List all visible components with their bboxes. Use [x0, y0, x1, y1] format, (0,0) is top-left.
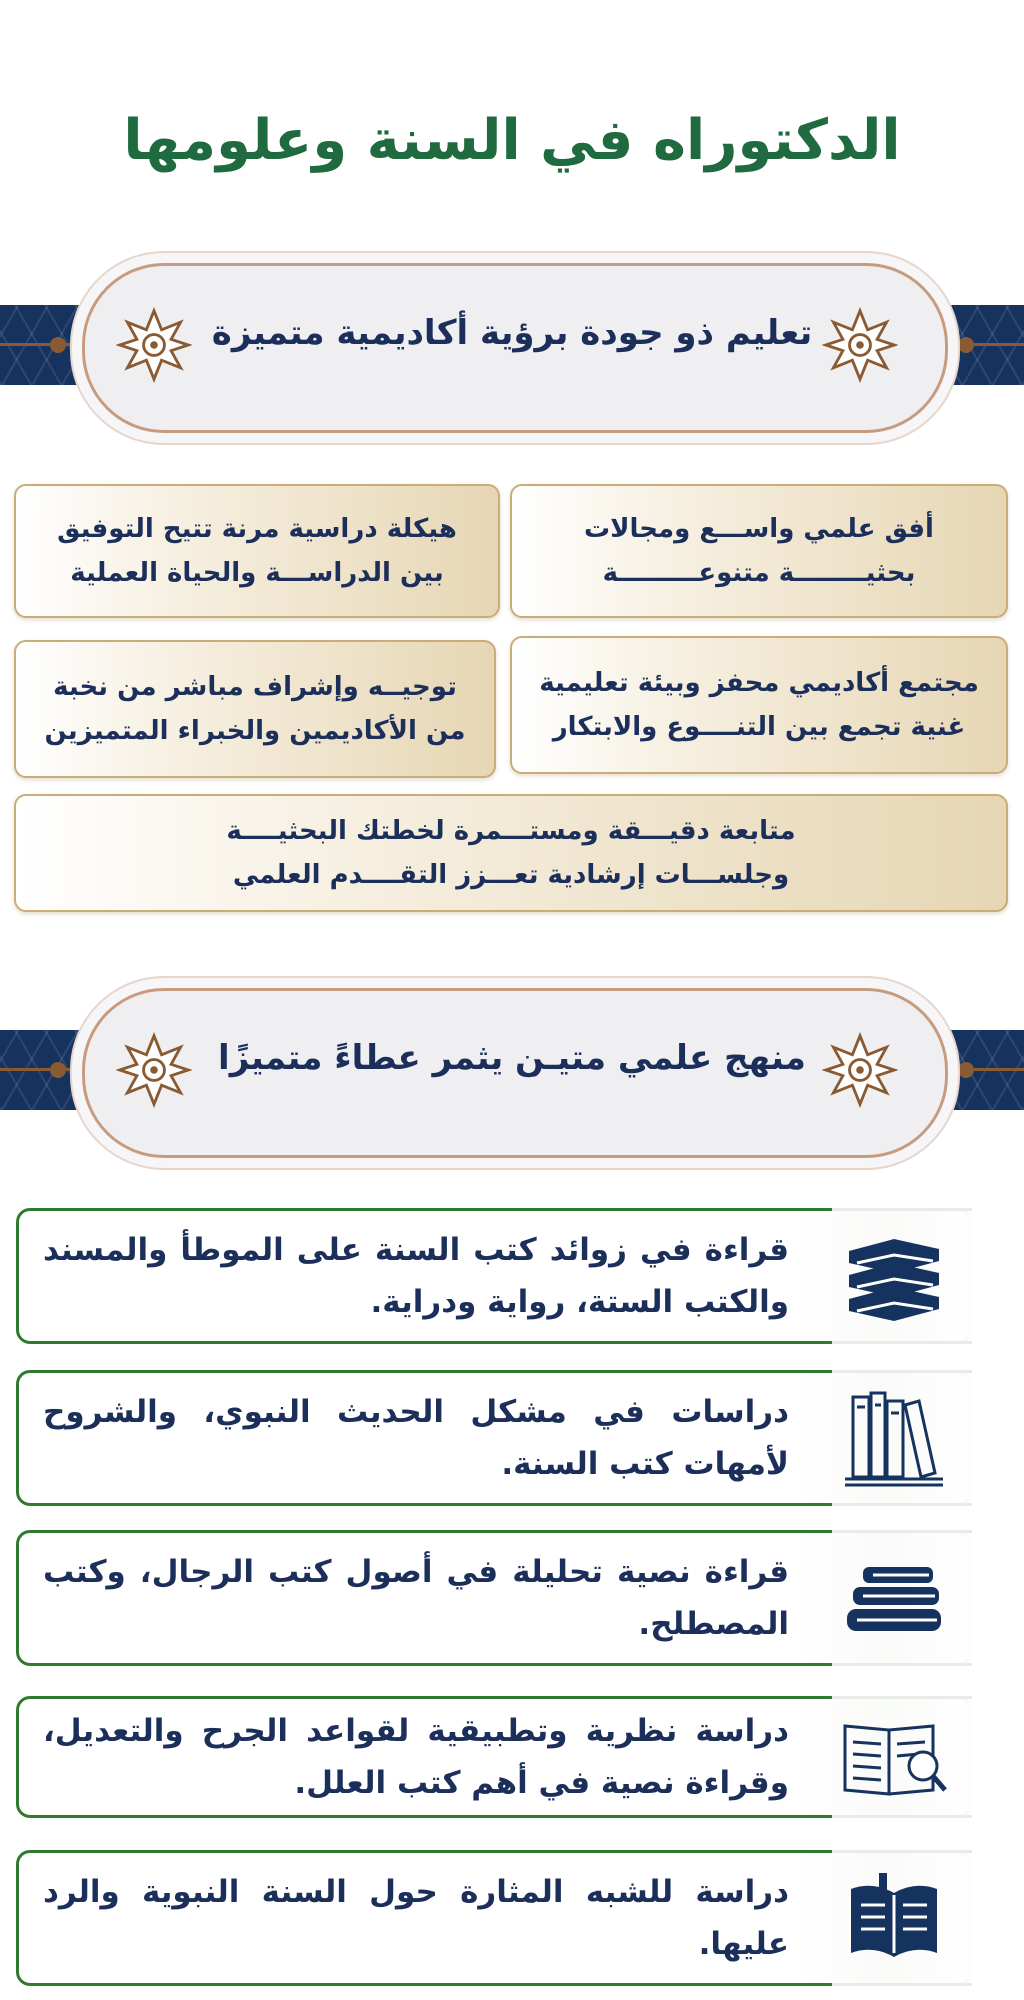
curriculum-text: دراسة للشبه المثارة حول السنة النبوية والرد عليها. — [43, 1874, 789, 1962]
section-banner-curriculum — [0, 980, 1024, 1160]
section-title: منهج علمي متيـن يثمر عطاءً متميزًا — [218, 1038, 806, 1078]
feature-text: متابعة دقيـــقة ومستـــمرة لخطتك البحثيــــة وجلســـات إرشادية تعـــزز التقــــدم العلمي — [226, 816, 796, 890]
curriculum-text: قراءة في زوائد كتب السنة على الموطأ والمسند والكتب الستة، رواية ودراية. — [43, 1232, 789, 1320]
bookshelf-icon — [839, 1383, 949, 1493]
rosette-icon — [116, 1032, 192, 1108]
feature-box — [510, 636, 1008, 774]
feature-box-wide — [14, 794, 1008, 912]
section-title: تعليم ذو جودة برؤية أكاديمية متميزة — [211, 313, 813, 353]
book-magnifier-icon — [839, 1702, 949, 1812]
page-title: الدكتوراه في السنة وعلومها — [123, 108, 901, 173]
feature-text: مجتمع أكاديمي محفز وبيئة تعليمية غنية تجمع بين التنــــوع والابتكار — [539, 668, 979, 742]
rosette-icon — [116, 307, 192, 383]
open-book-icon — [839, 1863, 949, 1973]
curriculum-text: دراسات في مشكل الحديث النبوي، والشروح لأمهات كتب السنة. — [43, 1394, 789, 1482]
feature-text: توجيــه وإشراف مباشر من نخبة من الأكاديمين والخبراء المتميزين — [44, 672, 466, 746]
stacked-books-icon — [839, 1221, 949, 1331]
curriculum-text: قراءة نصية تحليلة في أصول كتب الرجال، وكتب المصطلح. — [43, 1554, 789, 1642]
curriculum-card — [16, 1850, 972, 1986]
curriculum-card — [16, 1696, 972, 1818]
feature-box — [14, 484, 500, 618]
curriculum-card — [16, 1208, 972, 1344]
curriculum-text: دراسة نظرية وتطبيقية لقواعد الجرح والتعديل، وقراءة نصية في أهم كتب العلل. — [43, 1713, 789, 1801]
feature-box — [510, 484, 1008, 618]
curriculum-card — [16, 1530, 972, 1666]
feature-text: أفق علمي واســـع ومجالات بحثيــــــــة متنوعـــــــــة — [584, 514, 934, 588]
feature-box — [14, 640, 496, 778]
curriculum-card — [16, 1370, 972, 1506]
feature-text: هيكلة دراسية مرنة تتيح التوفيق بين الدراســـة والحياة العملية — [57, 514, 457, 588]
books-pile-icon — [839, 1543, 949, 1653]
section-banner-quality — [0, 255, 1024, 435]
